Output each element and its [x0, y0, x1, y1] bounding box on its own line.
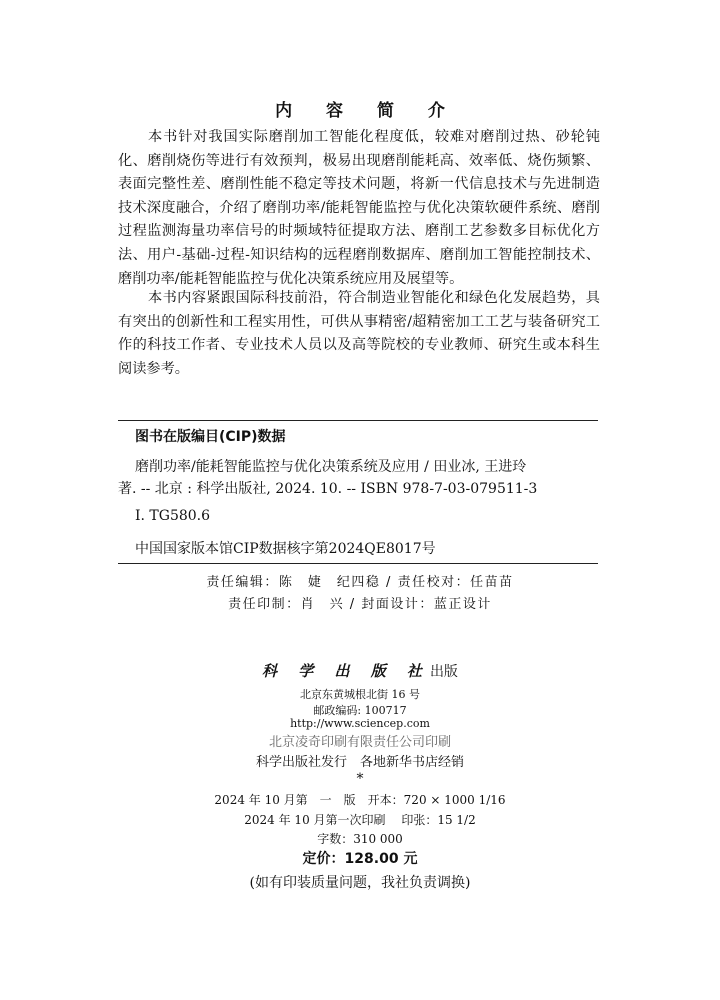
production-credits: 责任印制：肖 兴 / 封面设计：蓝正设计 — [228, 597, 492, 612]
summary-title: 内 容 简 介 — [275, 101, 459, 121]
cip-classification: Ⅰ. TG580.6 — [135, 508, 211, 524]
cip-heading: 图书在版编目(CIP)数据 — [135, 429, 286, 445]
publisher-logo-text: 科 学 出 版 社 — [262, 662, 430, 680]
separator-star: * — [356, 771, 364, 787]
cip-top-divider — [118, 420, 598, 421]
printing-info: 2024 年 10 月第一次印刷 印张：15 1/2 — [244, 813, 476, 827]
publisher-postcode: 邮政编码: 100717 — [313, 704, 407, 717]
cip-record-number: 中国国家版本馆CIP数据核字第2024QE8017号 — [135, 541, 436, 557]
edition-info: 2024 年 10 月第 一 版 开本：720 × 1000 1/16 — [214, 793, 506, 807]
publisher-address: 北京东黄城根北街 16 号 — [300, 688, 420, 701]
distribution-info: 科学出版社发行 各地新华书店经销 — [255, 755, 464, 770]
cip-bottom-divider — [118, 563, 598, 564]
cip-publication-line: 著. -- 北京 : 科学出版社, 2024. 10. -- ISBN 978-7-03-079511-3 — [118, 481, 538, 497]
publisher-website: http://www.sciencep.com — [290, 717, 430, 730]
word-count: 字数：310 000 — [317, 832, 403, 846]
summary-paragraph-2: 本书内容紧跟国际科技前沿，符合制造业智能化和绿色化发展趋势，具有突出的创新性和工程实用性，可供从事精密/超精密加工工艺与装备研究工作的科技工作者、专业技术人员以及高等院校的专业教师、研究生或本科生阅读参考。 — [118, 290, 600, 377]
replacement-notice: (如有印装质量问题，我社负责调换) — [249, 875, 471, 891]
cip-title-line: 磨削功率/能耗智能监控与优化决策系统及应用 / 田业冰, 王进玲 — [135, 459, 527, 475]
publisher-suffix: 出版 — [429, 664, 458, 680]
printer-name: 北京凌奇印刷有限责任公司印刷 — [268, 735, 451, 750]
editor-credits: 责任编辑：陈 婕 纪四稳 / 责任校对：任苗苗 — [206, 575, 514, 590]
summary-paragraph-1: 本书针对我国实际磨削加工智能化程度低，较难对磨削过热、砂轮钝化、磨削烧伤等进行有效预判，极易出现磨削能耗高、效率低、烧伤频繁、表面完整性差、磨削性能不稳定等技术问题，将新一代信息技术与先进制造技术深度融合，介绍了磨削功率/能耗智能监控与优化决策软硬件系统、磨削过程监测海量功率信号的时频域特征提取方法、磨削工艺参数多目标优化方法、用户-基础-过程-知识结构的远程磨削数据库、磨削加工智能控制技术、磨削功率/能耗智能监控与优化决策系统应用及展望等。 — [118, 129, 600, 287]
book-price: 定价：128.00 元 — [302, 851, 418, 867]
publisher-line — [0, 660, 720, 681]
